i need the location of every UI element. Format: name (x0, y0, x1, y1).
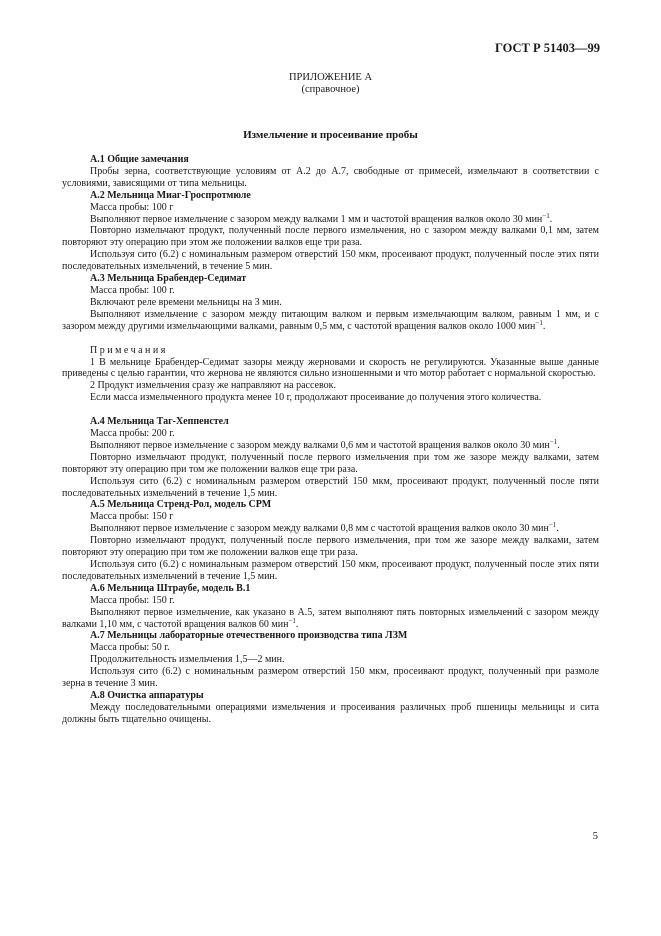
period: . (295, 618, 299, 630)
period: . (556, 523, 559, 535)
paragraph (62, 523, 599, 535)
note-2: 2 Продукт измельчения сразу же направляют на рассевок. (90, 380, 336, 392)
paragraph-text: Выполняют первое измельчение с зазором между валками 1 мм и частотой вращения валков около 30 мин (90, 213, 543, 225)
paragraph: Масса пробы: 200 г. (90, 428, 175, 440)
appendix-subtitle: (справочное) (301, 84, 360, 95)
paragraph: Используя сито (6.2) с номинальным размером отверстий 150 мкм, просеивают продукт, полученный после этих пяти последовательных измельчений в течение 1,5 мин. (62, 559, 599, 582)
paragraph (62, 211, 599, 226)
page-number: 5 (592, 831, 598, 842)
period: . (557, 439, 560, 451)
section-heading-a4: А.4 Мельница Таг-Хеппенстел (90, 416, 229, 428)
paragraph (62, 437, 599, 452)
paragraph: Масса пробы: 100 г. (90, 284, 175, 296)
paragraph: Масса пробы: 150 г (90, 511, 174, 523)
paragraph: Повторно измельчают продукт, полученный после первого измельчения, но с зазором между валками 0,1 мм, затем повторяют эту операцию при этом же положении валков еще три раза. (62, 225, 599, 249)
document-body (62, 154, 599, 726)
notes-label: Примечания (90, 344, 168, 356)
exponent: −1 (548, 521, 557, 530)
section-heading-a8: А.8 Очистка аппаратуры (90, 689, 204, 701)
paragraph: Используя сито (6.2) с номинальным размером отверстий 150 мкм, просеивают продукт, полученный при размоле зерна в течение 3 мин. (62, 666, 599, 690)
paragraph: Между последовательными операциями измельчения и просеивания различных проб пшеницы мельницы и сита должны быть тщательно очищены. (62, 701, 599, 725)
period: . (542, 320, 546, 332)
paragraph: Используя сито (6.2) с номинальным размером отверстий 150 мкм, просеивают продукт, полученный после этих пяти последовательных измельчений, в течение 5 мин. (62, 249, 599, 273)
exponent: −1 (288, 616, 296, 625)
section-heading-a7: А.7 Мельницы лабораторные отечественного производства типа ЛЗМ (90, 630, 408, 642)
section-heading-a2: А.2 Мельница Миаг-Гроспротмюле (90, 189, 251, 201)
paragraph-text: Выполняют первое измельчение с зазором между валками 0,8 мм с частотой вращения валков около 30 мин (90, 523, 549, 535)
exponent: −1 (549, 437, 558, 446)
paragraph: Повторно измельчают продукт, полученный после первого измельчения при том же зазоре между валками, затем повторяют эту операцию при том же положении валков еще три раза. (62, 451, 599, 475)
paragraph: Масса пробы: 100 г (90, 201, 174, 213)
section-heading-a3: А.3 Мельница Брабендер-Седимат (90, 273, 247, 285)
period: . (549, 213, 553, 225)
paragraph: Масса пробы: 50 г. (90, 642, 170, 654)
section-heading-a1: А.1 Общие замечания (90, 154, 189, 165)
paragraph: Включают реле времени мельницы на 3 мин. (90, 296, 282, 308)
appendix-header (0, 72, 661, 96)
section-heading-a5: А.5 Мельница Стренд-Рол, модель СРМ (90, 499, 272, 511)
paragraph-text: Выполняют первое измельчение с зазором между валками 0,6 мм и частотой вращения валков около 30 мин (90, 439, 550, 451)
appendix-title: ПРИЛОЖЕНИЕ А (288, 72, 373, 83)
exponent: −1 (542, 211, 550, 220)
section-heading-a6: А.6 Мельница Штраубе, модель В.1 (90, 582, 251, 594)
paragraph: Используя сито (6.2) с номинальным размером отверстий 150 мкм, просеивают продукт, полученный после пяти последовательных измельчений в течение 1,5 мин. (62, 475, 599, 499)
paragraph (62, 607, 599, 631)
paragraph-text: Выполняют измельчение с зазором между питающим валком и первым измельчающим валком, равным 1 мм, и с зазором между другими измельчающими валками, равным 0,5 мм, с частотой вращения валков около 1000 мин (62, 308, 599, 332)
paragraph: Если масса измельченного продукта менее 10 г, продолжают просеивание до получения этого количества. (90, 392, 542, 404)
document-title: Измельчение и просеивание пробы (243, 129, 418, 141)
exponent: −1 (535, 318, 543, 327)
note-1: 1 В мельнице Брабендер-Седимат зазоры между жерновами и скорость не регулируются. Указанные выше данные приведены с целью гарантии, что жернова не являются сильно изношенными и что мотор работает с нормальной скоростью. (62, 356, 599, 380)
paragraph (62, 309, 599, 333)
paragraph: Повторно измельчают продукт, полученный после первого измельчения, при том же зазоре между валками, затем повторяют эту операцию при том же положении валков еще три раза. (62, 535, 599, 559)
standard-number: ГОСТ Р 51403—99 (494, 41, 600, 55)
paragraph: Пробы зерна, соответствующие условиям от А.2 до А.7, свободные от примесей, измельчают в соответствии с условиями, зависящими от типа мельницы. (62, 165, 599, 189)
paragraph: Масса пробы: 150 г. (90, 594, 175, 606)
paragraph-text: Выполняют первое измельчение, как указано в А.5, затем выполняют пять повторных измельчений с зазором между валками 1,10 мм, с частотой вращения валков 60 мин (62, 606, 599, 630)
paragraph: Продолжительность измельчения 1,5—2 мин. (90, 654, 285, 666)
